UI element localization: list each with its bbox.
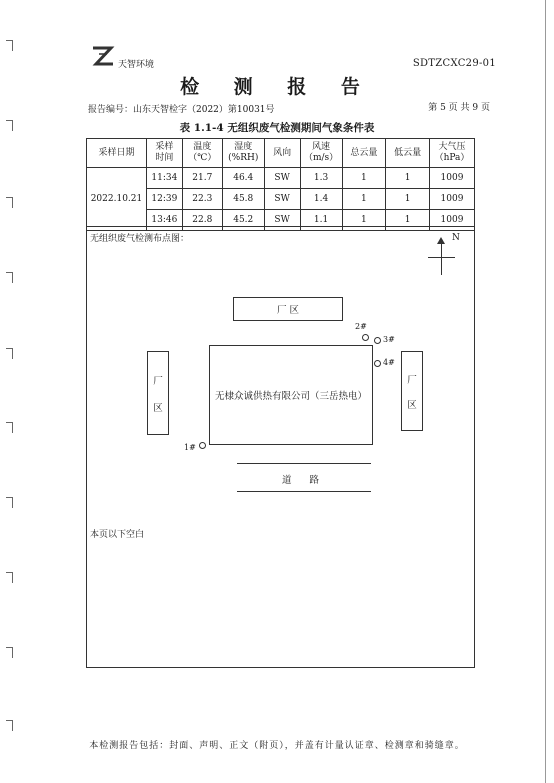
column-header (146, 139, 182, 168)
table-cell: SW (264, 168, 300, 189)
binding-mark (6, 348, 13, 359)
page-edge (545, 0, 546, 783)
sampling-point-4-label: 4# (383, 358, 395, 367)
binding-mark (6, 422, 13, 433)
company-logo-icon (90, 44, 116, 70)
layout-label: 无组织废气检测布点图： (90, 234, 190, 244)
footer-note: 本检测报告包括：封面、声明、正文（附页），并盖有计量认证章、检测章和骑缝章。 (89, 741, 465, 751)
binding-mark (6, 647, 13, 658)
table-cell: 12:39 (146, 189, 182, 210)
compass-horizontal-line (428, 257, 455, 258)
report-number: 报告编号：山东天智检字（2022）第10031号 (88, 105, 275, 115)
table-title: 表 1.1-4 无组织废气检测期间气象条件表 (179, 122, 375, 134)
table-cell: 1 (342, 168, 386, 189)
factory-area-left (147, 351, 169, 435)
column-header-line: 温度 (193, 142, 212, 152)
sampling-point-2-label: 2# (355, 322, 367, 331)
table-cell: 1.1 (300, 210, 342, 231)
column-header-line: 大气压 (438, 142, 466, 152)
sampling-point-3 (374, 337, 381, 344)
sampling-point-4 (374, 360, 381, 367)
column-header-line: 低云量 (394, 147, 422, 158)
factory-area-left-char: 厂 (153, 375, 163, 387)
table-cell: 1 (342, 189, 386, 210)
table-cell: 1009 (430, 168, 475, 189)
column-header-line: 时间 (155, 153, 174, 163)
column-header (264, 139, 300, 168)
binding-mark (6, 572, 13, 583)
road-edge-top (237, 463, 371, 464)
compass-vertical-line (441, 241, 442, 275)
binding-mark (6, 720, 13, 731)
company-name: 天智环境 (118, 60, 155, 70)
page-number: 第 5 页 共 9 页 (428, 103, 490, 113)
table-cell: 45.8 (222, 189, 264, 210)
table-cell: 1009 (430, 189, 475, 210)
table-cell: 21.7 (182, 168, 222, 189)
column-header (300, 139, 342, 168)
table-cell: 45.2 (222, 210, 264, 231)
sampling-date-cell: 2022.10.21 (87, 168, 147, 231)
table-cell: 22.3 (182, 189, 222, 210)
column-header-line: 总云量 (350, 147, 378, 158)
column-header (386, 139, 430, 168)
column-header-line: （hPa） (434, 153, 470, 163)
column-header (87, 139, 147, 168)
factory-area-right-char: 厂 (407, 374, 417, 386)
column-header-line: 湿度 (234, 142, 253, 152)
plant-name: 无棣众诚供热有限公司（三岳热电） (214, 391, 367, 402)
column-header-line: 采样日期 (98, 147, 135, 158)
north-label: N (452, 233, 460, 243)
binding-mark (6, 497, 13, 508)
column-header-line: 风速 (312, 142, 331, 152)
plant-site (209, 345, 373, 445)
column-header-line: 风向 (273, 147, 292, 158)
column-header (222, 139, 264, 168)
sampling-point-1-label: 1# (184, 443, 196, 452)
column-header-line: （℃） (188, 153, 217, 163)
table-cell: SW (264, 210, 300, 231)
table-row (87, 168, 475, 189)
sampling-point-3-label: 3# (383, 335, 395, 344)
table-cell: 1 (386, 189, 430, 210)
factory-area-right (401, 351, 423, 431)
document-code: SDTZCXC29-01 (412, 58, 496, 69)
column-header-line: (%RH) (228, 153, 259, 163)
table-cell: 1.4 (300, 189, 342, 210)
table-cell: 1 (386, 168, 430, 189)
column-header-line: （m/s） (303, 153, 339, 163)
factory-area-right-char: 区 (407, 399, 417, 411)
column-header (182, 139, 222, 168)
factory-area-top (233, 297, 343, 321)
table-cell: 22.8 (182, 210, 222, 231)
column-header (430, 139, 475, 168)
sampling-point-2 (362, 334, 369, 341)
table-header-row (87, 139, 475, 168)
table-cell: 1009 (430, 210, 475, 231)
table-cell: 1.3 (300, 168, 342, 189)
binding-mark (6, 197, 13, 208)
factory-area-top-label: 厂 区 (276, 305, 300, 316)
page-title: 检 测 报 告 (180, 76, 374, 98)
column-header (342, 139, 386, 168)
sampling-layout-frame (86, 226, 475, 668)
table-cell: 11:34 (146, 168, 182, 189)
road-label: 道路 (282, 475, 338, 486)
table-cell: 1 (386, 210, 430, 231)
column-header-line: 采样 (155, 142, 174, 152)
sampling-point-1 (199, 442, 206, 449)
blank-note: 本页以下空白 (90, 530, 145, 540)
table-cell: 13:46 (146, 210, 182, 231)
weather-table (86, 138, 475, 231)
road-edge-bottom (237, 491, 371, 492)
table-cell: 1 (342, 210, 386, 231)
table-cell: 46.4 (222, 168, 264, 189)
binding-mark (6, 40, 13, 51)
binding-mark (6, 272, 13, 283)
factory-area-left-char: 区 (153, 402, 163, 414)
table-cell: SW (264, 189, 300, 210)
